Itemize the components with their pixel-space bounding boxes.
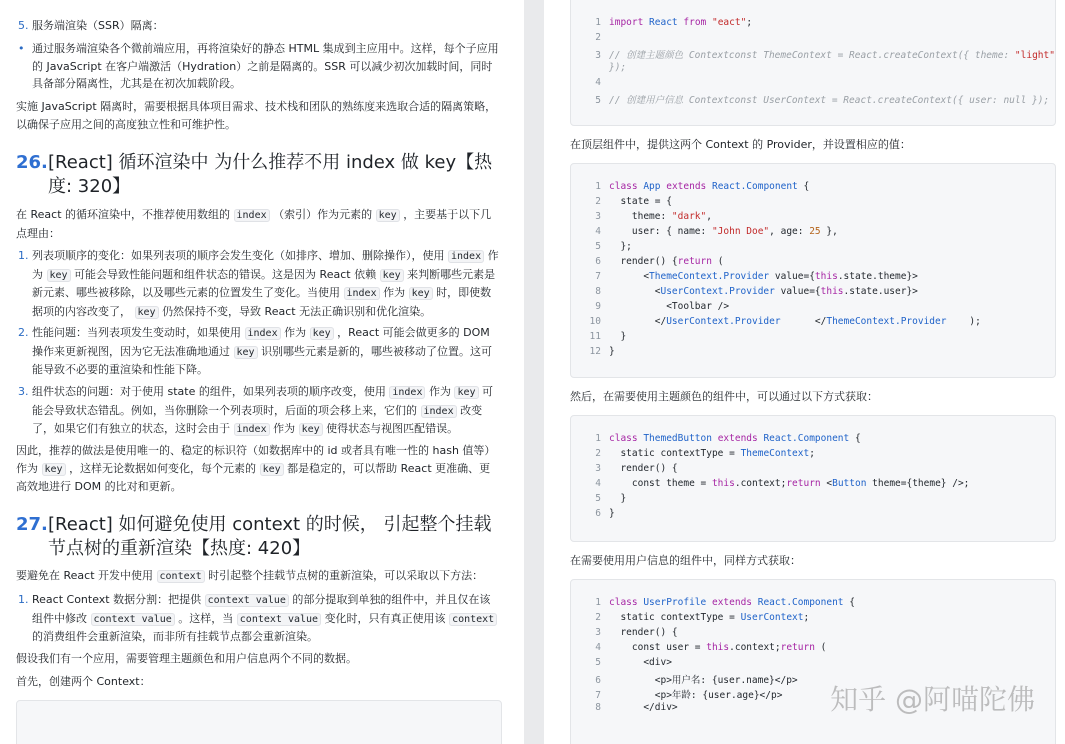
- list-marker: 3.: [18, 385, 29, 398]
- text: ，主要基于以下几点理由：: [16, 208, 492, 240]
- code-token: extends: [717, 433, 764, 444]
- q27-heading: [16, 513, 500, 561]
- para-theme: [570, 388, 1054, 406]
- code-token: UserProfile: [643, 597, 712, 608]
- text: 在 React 的循环渲染中，不推荐使用数组的: [16, 208, 231, 221]
- code-token: extends: [711, 597, 758, 608]
- text: 时，即使数据项的内容改变了，: [32, 286, 492, 318]
- code-token: , age:: [769, 226, 810, 237]
- code-line: [571, 47, 1055, 62]
- code-token: value={: [774, 286, 821, 297]
- code-token: return: [677, 256, 712, 267]
- line-number: 4: [595, 478, 601, 489]
- code-token: "John Doe": [711, 226, 770, 237]
- line-number: 1: [595, 433, 601, 444]
- q26-conclusion: [16, 442, 500, 496]
- code-token: </: [609, 316, 667, 327]
- code-token: from: [677, 17, 712, 28]
- code-token: }: [609, 493, 627, 504]
- text: 可能会导致状态错乱。例如，当你删除一个列表项时，后面的项会移上来，它们的: [32, 385, 494, 417]
- code-line: [571, 627, 678, 642]
- code-line: [571, 463, 678, 478]
- code-token: ThemeContext: [740, 448, 810, 459]
- text: 作为: [383, 286, 406, 299]
- inline-code: key: [310, 327, 334, 340]
- code-line: [571, 642, 826, 657]
- code-token: this: [711, 478, 735, 489]
- code-token: 25: [809, 226, 821, 237]
- text: 识别哪些元素是新的，哪些被移动了位置。这可能导致不必要的重渲染和性能下降。: [32, 344, 493, 376]
- inline-code: index: [234, 209, 270, 222]
- code-token: }: [609, 331, 627, 342]
- para-user: [570, 552, 1054, 570]
- code-token: React.Component: [757, 597, 844, 608]
- code-token: class: [609, 181, 644, 192]
- code-token: {: [797, 181, 810, 192]
- text: ，这样无论数据如何变化，每个元素的: [69, 461, 257, 475]
- code-token: // 创建用户信息 Context: [609, 95, 729, 106]
- line-number: 1: [595, 597, 601, 608]
- code-token: </: [780, 316, 827, 327]
- text: 的部分提取到单独的组件中，并且仅在该组件中修改: [32, 593, 491, 625]
- code-token: const user =: [609, 642, 707, 653]
- code-token: {: [849, 433, 861, 444]
- right-page: [544, 0, 1065, 744]
- inline-code: key: [409, 287, 433, 300]
- q26-item-2: [16, 324, 500, 379]
- code-line: [571, 286, 918, 301]
- code-line: [571, 702, 678, 717]
- code-line: [571, 256, 723, 271]
- inline-code: key: [234, 346, 258, 359]
- inline-code: key: [454, 386, 478, 399]
- code-token: const UserContext = React.createContext({ user: null });: [728, 95, 1050, 106]
- heading-number: 27.: [16, 514, 48, 535]
- code-token: React.Component: [711, 181, 798, 192]
- paragraph: 然后，在需要使用主题颜色的组件中，可以通过以下方式获取：: [570, 390, 878, 403]
- inline-code: index: [234, 423, 270, 436]
- inline-code: context value: [91, 613, 175, 626]
- code-line: [571, 196, 672, 211]
- text: 作为: [273, 422, 296, 435]
- inline-code: key: [47, 269, 71, 282]
- text: React Context 数据分割：把提供: [32, 593, 202, 606]
- code-token: return: [786, 478, 821, 489]
- line-number: 8: [595, 286, 601, 297]
- code-line: [571, 346, 615, 361]
- q26-heading: [16, 151, 500, 199]
- code-token: ;: [746, 17, 758, 28]
- line-number: 2: [595, 612, 601, 623]
- code-block-app-provider: [570, 163, 1056, 378]
- line-number: 11: [589, 331, 601, 342]
- code-token: );: [946, 316, 981, 327]
- code-token: render() {: [609, 463, 678, 474]
- code-token: render() {: [609, 256, 678, 267]
- inline-code: index: [389, 386, 425, 399]
- paragraph: 假设我们有一个应用，需要管理主题颜色和用户信息两个不同的数据。: [16, 652, 357, 665]
- code-token: (: [814, 642, 827, 653]
- text: 变化时，只有真正使用该: [324, 611, 446, 625]
- line-number: 9: [595, 301, 601, 312]
- list-marker: 1.: [18, 593, 29, 606]
- code-token: value={: [769, 271, 815, 282]
- text: 作为: [428, 385, 451, 398]
- code-token: }: [609, 346, 615, 357]
- code-token: <: [609, 286, 661, 297]
- code-token: <p>年龄: {user.age}</p>: [609, 690, 783, 701]
- code-token: extends: [666, 181, 712, 192]
- code-token: App: [643, 181, 667, 192]
- code-token: const ThemeContext = React.createContext({ theme:: [728, 50, 1015, 61]
- line-number: 5: [595, 95, 601, 106]
- code-token: UserContext.Provider: [666, 316, 781, 327]
- code-token: .state.user}>: [843, 286, 918, 297]
- heading-title: [React] 如何避免使用 context 的时候， 引起整个挂载节点树的重新渲染【热度: 420】: [48, 514, 492, 559]
- list-marker: 5.: [18, 19, 29, 32]
- text: 。这样，当: [178, 611, 234, 625]
- code-token: return: [780, 642, 815, 653]
- list-marker: 1.: [18, 249, 29, 262]
- left-page: [0, 0, 524, 744]
- list-item-text: 通过服务端渲染各个微前端应用，再将渲染好的静态 HTML 集成到主应用中。这样，每个子应用的 JavaScript 在客户端激活（Hydration）之前是隔离的。SSR 可以减少初次加载时间，同时具备部分隔离性，尤其是在初次加载阶段。: [32, 42, 499, 90]
- code-token: "light": [1014, 50, 1055, 61]
- code-line: [571, 687, 782, 702]
- code-line: [571, 612, 809, 627]
- code-token: .context;: [729, 642, 781, 653]
- inline-code: key: [376, 209, 400, 222]
- code-line: [571, 17, 758, 32]
- code-line: [571, 657, 672, 672]
- code-token: </div>: [609, 702, 678, 713]
- line-number: 3: [595, 463, 601, 474]
- text: 时引起整个挂载节点树的重新渲染，可以采取以下方法：: [208, 569, 484, 582]
- paragraph: 在顶层组件中，提供这两个 Context 的 Provider，并设置相应的值：: [570, 138, 911, 151]
- code-token: };: [609, 241, 632, 252]
- code-token: <: [609, 271, 650, 282]
- code-token: .context;: [734, 478, 787, 489]
- line-number: 6: [595, 508, 601, 519]
- line-number: 3: [595, 627, 601, 638]
- code-line: [571, 241, 632, 256]
- text: 组件状态的问题：对于使用 state 的组件，如果列表项的顺序改变，使用: [32, 385, 386, 398]
- q27-para-1: [16, 650, 500, 668]
- code-block-user-profile: [570, 579, 1056, 744]
- code-token: },: [820, 226, 838, 237]
- code-token: ThemeContext.Provider: [826, 316, 947, 327]
- text: 来判断哪些元素是新元素、哪些被移除，以及哪些元素的位置发生了变化。当使用: [32, 267, 496, 299]
- q26-item-3: [16, 383, 500, 439]
- code-token: user: { name:: [609, 226, 712, 237]
- q26-item-1: [16, 247, 500, 321]
- line-number: 5: [595, 241, 601, 252]
- text: （索引）作为元素的: [273, 208, 373, 221]
- line-number: 4: [595, 77, 601, 88]
- intro-summary: [16, 98, 500, 133]
- code-line: [571, 181, 809, 196]
- text: 使得状态与视图匹配错误。: [326, 422, 459, 435]
- code-token: {: [843, 597, 855, 608]
- code-line: [571, 62, 626, 77]
- inline-code: key: [380, 269, 404, 282]
- text: 的消费组件会重新渲染，而非所有挂载节点都会重新渲染。: [32, 630, 318, 643]
- code-token: Button: [832, 478, 867, 489]
- code-token: import: [609, 17, 650, 28]
- code-block-themed-button: [570, 415, 1056, 542]
- line-number: 4: [595, 226, 601, 237]
- line-number: 7: [595, 690, 601, 701]
- text: ，React 可能会做更多的 DOM 操作来更新视图，因为它无法准确地通过: [32, 326, 490, 358]
- code-token: <: [820, 478, 833, 489]
- code-token: this: [706, 642, 730, 653]
- text: 都是稳定的，可以帮助 React 更准确、更高效地进行 DOM 的比对和更新。: [16, 461, 491, 493]
- text: 列表项顺序的变化：如果列表项的顺序会发生变化（如排序、增加、删除操作），使用: [32, 249, 445, 262]
- code-line: [571, 433, 861, 448]
- code-token: static contextType =: [609, 448, 741, 459]
- code-token: ;: [803, 612, 810, 623]
- code-line: [571, 448, 815, 463]
- q27-para-2: [16, 673, 500, 691]
- inline-code: key: [42, 463, 66, 476]
- code-line: [571, 211, 712, 226]
- code-token: theme={theme} />;: [866, 478, 970, 489]
- code-token: <div>: [609, 657, 672, 668]
- inline-code: context: [157, 570, 205, 583]
- text: 改变了，如果它们有独立的状态，这时会由于: [32, 403, 483, 435]
- intro-bullet: [16, 40, 500, 93]
- list-item-text: 服务端渲染（SSR）隔离：: [32, 19, 164, 32]
- code-line: [571, 493, 626, 508]
- code-line: [571, 77, 609, 92]
- code-line: [571, 271, 918, 286]
- line-number: 3: [595, 211, 601, 222]
- code-token: this: [820, 286, 844, 297]
- paragraph: 在需要使用用户信息的组件中，同样方式获取：: [570, 554, 801, 567]
- line-number: 1: [595, 17, 601, 28]
- line-number: 2: [595, 32, 601, 43]
- watermark: 知乎 @阿喵陀佛: [830, 683, 1035, 716]
- code-line: [571, 301, 729, 316]
- text: 仍然保持不变，导致 React 无法正确识别和优化渲染。: [162, 304, 432, 318]
- line-number: 8: [595, 702, 601, 713]
- bullet-marker: •: [18, 42, 25, 55]
- code-line: [571, 672, 798, 687]
- line-number: 5: [595, 493, 601, 504]
- line-number: 6: [595, 256, 601, 267]
- code-token: <Toolbar />: [609, 301, 730, 312]
- code-token: "eact": [711, 17, 747, 28]
- q27-lead: [16, 567, 500, 586]
- line-number: 12: [589, 346, 601, 357]
- para-provider: [570, 136, 1054, 154]
- code-token: UserContext.Provider: [660, 286, 775, 297]
- paragraph: 首先，创建两个 Context：: [16, 675, 151, 688]
- q27-item-1: [16, 591, 500, 646]
- code-token: ThemedButton: [643, 433, 718, 444]
- code-token: ;: [809, 448, 815, 459]
- inline-code: index: [245, 327, 281, 340]
- code-token: render() {: [609, 627, 678, 638]
- paragraph: 实施 JavaScript 隔离时，需要根据具体项目需求、技术栈和团队的熟练度来选取合适的隔离策略，以确保子应用之间的高度独立性和可维护性。: [16, 100, 497, 131]
- code-token: .state.theme}>: [837, 271, 918, 282]
- line-number: 2: [595, 196, 601, 207]
- code-token: });: [609, 62, 627, 73]
- line-number: 4: [595, 642, 601, 653]
- text: 作为: [32, 249, 499, 281]
- list-marker: 2.: [18, 326, 29, 339]
- code-line: [571, 92, 1049, 107]
- code-token: "dark": [671, 211, 707, 222]
- heading-number: 26.: [16, 152, 48, 173]
- code-token: class: [609, 597, 644, 608]
- line-number: 6: [595, 675, 601, 686]
- inline-code: key: [135, 306, 159, 319]
- code-token: class: [609, 433, 644, 444]
- code-line: [571, 478, 969, 493]
- inline-code: context: [449, 613, 497, 626]
- code-token: // 创建主题颜色 Context: [609, 50, 729, 61]
- code-token: theme:: [609, 211, 672, 222]
- code-line: [571, 597, 855, 612]
- line-number: 5: [595, 657, 601, 668]
- inline-code: index: [421, 405, 457, 418]
- code-line: [571, 508, 615, 523]
- line-number: 1: [595, 181, 601, 192]
- inline-code: key: [299, 423, 323, 436]
- inline-code: context value: [205, 594, 289, 607]
- code-token: static contextType =: [609, 612, 741, 623]
- code-block-partial: [16, 700, 502, 744]
- intro-item-5: [16, 17, 500, 35]
- inline-code: context value: [237, 613, 321, 626]
- code-token: ,: [706, 211, 712, 222]
- inline-code: index: [448, 250, 484, 263]
- code-line: [571, 32, 609, 47]
- text: 因此，推荐的做法是使用唯一的、稳定的标识符（如数据库中的 id 或者具有唯一性的 hash 值等）作为: [16, 444, 496, 475]
- heading-title: [React] 循环渲染中 为什么推荐不用 index 做 key【热度: 320】: [48, 152, 493, 197]
- line-number: 3: [595, 50, 601, 61]
- code-token: <p>用户名: {user.name}</p>: [609, 675, 798, 686]
- text: 性能问题：当列表项发生变动时，如果使用: [32, 326, 241, 339]
- line-number: 2: [595, 448, 601, 459]
- code-line: [571, 226, 838, 241]
- code-line: [571, 316, 981, 331]
- inline-code: key: [260, 463, 284, 476]
- code-token: const theme =: [609, 478, 712, 489]
- inline-code: index: [344, 287, 380, 300]
- code-token: (: [711, 256, 724, 267]
- text: 要避免在 React 开发中使用: [16, 569, 154, 582]
- code-token: React: [649, 17, 678, 28]
- code-block-create-context: [570, 0, 1056, 126]
- text: 可能会导致性能问题和组件状态的错误。这是因为 React 依赖: [74, 267, 377, 281]
- code-token: ThemeContext.Provider: [649, 271, 770, 282]
- line-number: 10: [589, 316, 601, 327]
- line-number: 7: [595, 271, 601, 282]
- code-token: React.Component: [763, 433, 850, 444]
- code-token: }: [609, 508, 615, 519]
- text: 作为: [284, 326, 307, 339]
- code-token: UserContext: [740, 612, 804, 623]
- code-token: this: [814, 271, 838, 282]
- code-line: [571, 331, 626, 346]
- code-token: state = {: [609, 196, 672, 207]
- q26-lead: [16, 206, 500, 242]
